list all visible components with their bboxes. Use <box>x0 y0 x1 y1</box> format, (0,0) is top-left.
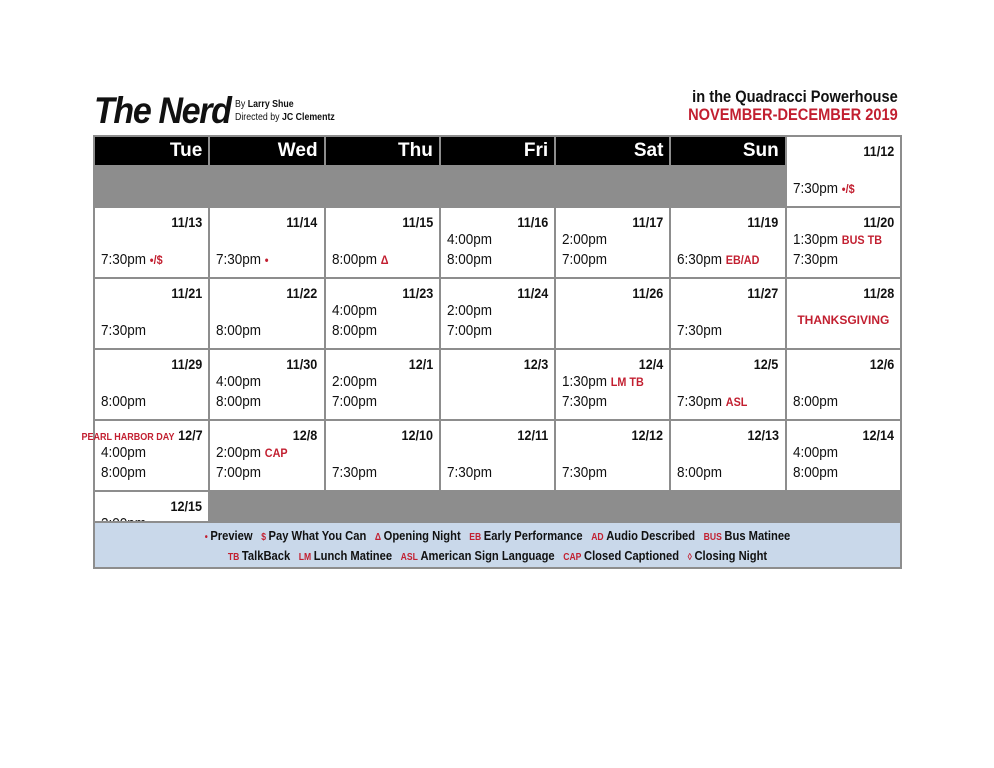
legend-symbol: • <box>204 532 208 543</box>
cell-date: 11/13 <box>171 214 203 230</box>
day-header-tue: Tue <box>95 137 208 165</box>
showtime: 7:30pm •/$ <box>792 180 855 197</box>
showtime: 8:00pm <box>792 393 838 410</box>
showtime: 7:30pm <box>562 464 608 481</box>
calendar-cell <box>556 208 669 277</box>
legend-label: Preview <box>210 528 253 543</box>
calendar-cell <box>326 421 439 490</box>
legend-symbol: ASL <box>400 552 418 563</box>
legend-symbol: EB <box>469 532 482 543</box>
cell-date: 12/8 <box>293 427 318 443</box>
calendar-cell <box>95 208 208 277</box>
calendar-cell <box>326 208 439 277</box>
showtime: 7:30pm • <box>216 251 269 268</box>
calendar-cell <box>556 279 669 348</box>
cell-date: 11/15 <box>402 214 433 230</box>
cell-date: 12/10 <box>401 427 433 443</box>
calendar-cell <box>556 350 669 419</box>
calendar-cell <box>441 421 554 490</box>
legend-item <box>375 528 461 543</box>
legend-label: Closed Captioned <box>583 548 680 563</box>
cell-date: 11/12 <box>863 143 894 159</box>
showtimes <box>332 372 377 412</box>
cell-date: 12/5 <box>754 356 779 372</box>
cell-date: 12/1 <box>408 356 433 372</box>
cell-date: 11/26 <box>632 285 664 301</box>
calendar-cell <box>671 421 784 490</box>
legend-label: Audio Described <box>606 528 696 543</box>
venue-block <box>688 88 898 124</box>
cell-date: 11/23 <box>402 285 433 301</box>
showtime: 4:00pm <box>101 444 147 461</box>
showtime: 4:00pm <box>446 231 492 248</box>
showtime: 7:30pm ASL <box>677 393 748 410</box>
cell-date: 12/11 <box>517 427 549 443</box>
legend-label: Pay What You Can <box>268 528 367 543</box>
showtimes <box>332 301 377 341</box>
legend <box>93 521 902 569</box>
showtime: 7:30pm <box>446 464 492 481</box>
calendar-cell <box>787 279 900 348</box>
showtime-tag: • <box>265 253 269 267</box>
calendar-cell <box>95 350 208 419</box>
cell-date: 12/4 <box>638 356 664 372</box>
showtimes <box>332 250 389 270</box>
cell-date: 11/28 <box>863 285 894 301</box>
showtime: 1:30pm BUS TB <box>792 231 882 248</box>
legend-item <box>261 528 366 543</box>
legend-symbol: CAP <box>563 552 582 563</box>
calendar-cell <box>441 279 554 348</box>
showtimes <box>447 230 492 270</box>
cell-date: 12/15 <box>170 498 203 514</box>
legend-label: Closing Night <box>694 548 768 563</box>
legend-row <box>151 547 843 567</box>
legend-label: TalkBack <box>241 548 291 563</box>
showtime: 7:00pm <box>216 464 262 481</box>
legend-item <box>563 548 679 563</box>
showtime: 8:00pm <box>792 464 838 481</box>
legend-symbol: BUS <box>703 532 722 543</box>
showtime: 8:00pm <box>331 322 377 339</box>
day-header-wed: Wed <box>210 137 323 165</box>
author-line <box>235 98 335 111</box>
showtime: 2:00pm <box>331 373 377 390</box>
cell-date: 11/19 <box>747 214 779 230</box>
showtimes <box>216 250 269 270</box>
calendar-cell <box>326 279 439 348</box>
cell-date: 11/20 <box>863 214 894 230</box>
legend-symbol: ◊ <box>687 552 692 563</box>
calendar-cell <box>441 350 554 419</box>
calendar-cell <box>210 279 323 348</box>
legend-item <box>688 548 768 563</box>
cell-date: 11/29 <box>171 356 203 372</box>
calendar-cell <box>326 350 439 419</box>
venue-name: in the Quadracci Powerhouse <box>692 87 898 106</box>
showtime: 7:30pm <box>101 322 147 339</box>
showtime: 8:00pm <box>101 464 147 481</box>
showtime: 7:00pm <box>446 322 492 339</box>
calendar-cell <box>671 208 784 277</box>
showtimes <box>101 321 146 341</box>
legend-item <box>401 548 555 563</box>
showtime: 2:00pm CAP <box>216 444 288 461</box>
showtime-tag: BUS TB <box>841 233 882 247</box>
showtime: 8:00pm Δ <box>331 251 389 268</box>
calendar-cell <box>210 350 323 419</box>
showtime: 2:00pm <box>562 231 608 248</box>
cell-date: 11/17 <box>632 214 664 230</box>
calendar-cell <box>441 208 554 277</box>
director-name: JC Clementz <box>281 112 335 123</box>
showtimes <box>562 230 607 270</box>
cell-date: 12/14 <box>862 427 894 443</box>
showtime: 8:00pm <box>446 251 492 268</box>
show-title: The Nerd <box>94 90 231 131</box>
showtime: 1:30pm LM TB <box>562 373 644 390</box>
showtime: 6:30pm EB/AD <box>677 251 760 268</box>
legend-item <box>704 528 791 543</box>
cell-date: 11/24 <box>517 285 549 301</box>
cell-date: 11/14 <box>286 214 318 230</box>
calendar-cell <box>787 421 900 490</box>
cell-date: 11/21 <box>171 285 203 301</box>
author-name: Larry Shue <box>247 99 294 110</box>
day-header-sat: Sat <box>556 137 669 165</box>
legend-label: Bus Matinee <box>724 528 791 543</box>
showtimes <box>793 179 855 199</box>
showtime-tag: ASL <box>726 395 748 409</box>
showtime-tag: Δ <box>380 253 389 267</box>
showtimes <box>216 443 288 483</box>
showtimes <box>332 463 377 483</box>
holiday-note: THANKSGIVING <box>797 313 890 327</box>
showtime-tag: •/$ <box>149 253 163 267</box>
showtime: 7:30pm <box>562 393 608 410</box>
showtimes <box>447 301 492 341</box>
showtime: 4:00pm <box>216 373 262 390</box>
calendar-cell <box>787 208 900 277</box>
showtimes <box>101 250 163 270</box>
legend-symbol: TB <box>227 552 240 563</box>
showtime: 7:00pm <box>331 393 377 410</box>
showtimes <box>562 463 607 483</box>
showtime-tag: CAP <box>265 446 288 460</box>
legend-symbol: LM <box>298 552 312 563</box>
showtime: 7:30pm <box>677 322 723 339</box>
legend-row <box>151 527 843 547</box>
showtime: 7:30pm •/$ <box>101 251 163 268</box>
showtime-tag: EB/AD <box>726 253 760 267</box>
showtimes <box>101 443 146 483</box>
showtime: 4:00pm <box>331 302 377 319</box>
calendar-cell <box>210 421 323 490</box>
legend-item <box>228 548 290 563</box>
performance-calendar <box>81 135 902 563</box>
showtimes <box>677 392 747 412</box>
director-prefix: Directed by <box>235 112 280 123</box>
legend-item <box>299 548 392 563</box>
showtime-tag: LM TB <box>610 375 644 389</box>
run-dates: NOVEMBER-DECEMBER 2019 <box>688 105 898 124</box>
legend-label: Early Performance <box>483 528 583 543</box>
by-prefix: By <box>235 99 246 110</box>
calendar-cell <box>556 421 669 490</box>
cell-date: 12/3 <box>523 356 549 372</box>
showtimes <box>101 392 146 412</box>
calendar-cell <box>671 279 784 348</box>
calendar-cell <box>210 208 323 277</box>
cell-date: 11/16 <box>517 214 549 230</box>
showtime: 2:00pm <box>446 302 492 319</box>
legend-symbol: AD <box>591 532 604 543</box>
cell-date: 12/6 <box>869 356 894 372</box>
cell-date: 11/27 <box>747 285 779 301</box>
showtimes <box>562 372 644 412</box>
showtimes <box>677 321 722 341</box>
day-header-sun: Sun <box>671 137 784 165</box>
legend-symbol: Δ <box>374 532 382 543</box>
cell-date: PEARL HARBOR DAY 12/7 <box>81 427 203 443</box>
showtimes <box>216 321 261 341</box>
showtimes <box>793 443 838 483</box>
legend-label: American Sign Language <box>420 548 555 563</box>
director-line <box>235 111 335 124</box>
calendar-cell <box>671 350 784 419</box>
showtime: 8:00pm <box>216 322 262 339</box>
showtime: 8:00pm <box>216 393 262 410</box>
cell-date: 11/30 <box>286 356 318 372</box>
calendar-cell <box>787 137 900 206</box>
showtime: 8:00pm <box>677 464 723 481</box>
legend-item <box>591 528 695 543</box>
day-header-fri: Fri <box>441 137 554 165</box>
legend-item <box>469 528 582 543</box>
legend-label: Lunch Matinee <box>313 548 393 563</box>
calendar-cell <box>787 350 900 419</box>
showtime-tag: •/$ <box>841 182 855 196</box>
showtimes <box>216 372 261 412</box>
cell-date: 11/22 <box>286 285 318 301</box>
holiday-label: PEARL HARBOR DAY <box>81 432 175 443</box>
calendar-cell <box>95 279 208 348</box>
credits <box>235 98 335 124</box>
showtimes <box>447 463 492 483</box>
cell-date: 12/12 <box>631 427 664 443</box>
showtime: 8:00pm <box>101 393 147 410</box>
legend-item <box>205 528 253 543</box>
showtime: 4:00pm <box>792 444 838 461</box>
cell-date: 12/13 <box>747 427 779 443</box>
showtimes <box>677 250 759 270</box>
showtimes <box>793 230 882 270</box>
showtimes <box>793 392 838 412</box>
showtime: 7:30pm <box>792 251 838 268</box>
showtime: 7:30pm <box>331 464 377 481</box>
legend-symbol: $ <box>261 532 266 543</box>
day-header-thu: Thu <box>326 137 439 165</box>
showtime: 7:00pm <box>562 251 608 268</box>
showtimes <box>677 463 722 483</box>
legend-label: Opening Night <box>383 528 461 543</box>
calendar-cell <box>81 421 208 490</box>
